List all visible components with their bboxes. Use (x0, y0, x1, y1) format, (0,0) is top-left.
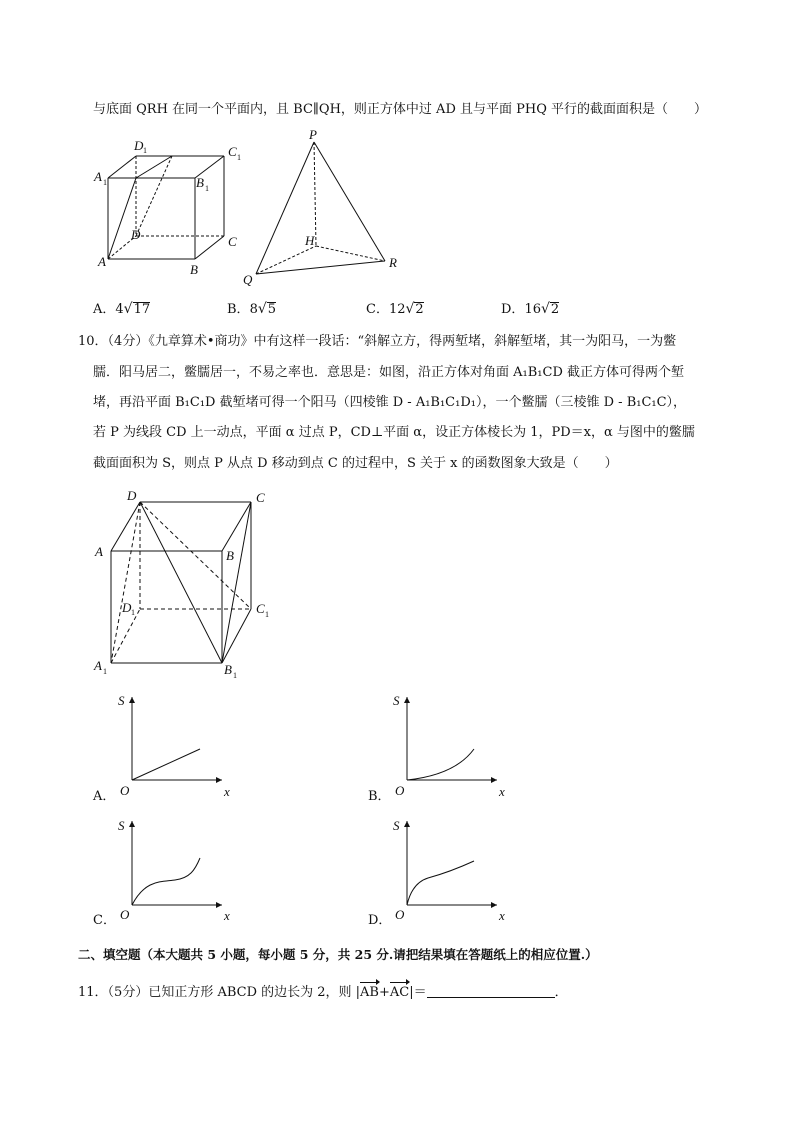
graph-option-a[interactable] (92, 693, 230, 804)
svg-text:O: O (395, 783, 405, 798)
svg-text:1: 1 (103, 667, 107, 676)
q9-option-b[interactable]: B．8√5 (227, 301, 277, 317)
label-A: A (95, 544, 103, 559)
label-D1: D (122, 600, 132, 615)
q9-option-a[interactable]: A．4√17 (93, 301, 151, 317)
label-A: A (98, 254, 106, 269)
svg-text:S: S (393, 818, 400, 833)
svg-text:1: 1 (233, 671, 237, 680)
svg-text:S: S (118, 818, 125, 833)
curve-s-shape (132, 858, 200, 905)
q11-line: 11．（5分）已知正方形 ABCD 的边长为 2，则 |AB+AC|＝ ． (78, 985, 568, 1000)
svg-text:O: O (395, 907, 405, 922)
answer-blank[interactable] (427, 984, 555, 998)
curve-linear (132, 749, 200, 780)
svg-text:1: 1 (237, 153, 241, 162)
label-H: H (305, 233, 315, 248)
label-B: B (190, 262, 198, 277)
vector-ab: AB (360, 985, 379, 1000)
label-D1: D (134, 138, 144, 153)
label-B1: B (196, 175, 204, 190)
svg-text:1: 1 (143, 146, 147, 155)
label-C1: C (256, 601, 265, 616)
svg-text:x: x (499, 784, 505, 799)
label-A1: A (94, 658, 102, 673)
svg-text:1: 1 (265, 610, 269, 619)
svg-text:D．: D． (368, 913, 392, 928)
svg-text:A．: A． (93, 789, 116, 804)
q10-line-1: 10．（4分）《九章算术•商功》中有这样一段话：“斜解立方，得两堑堵，斜解堑堵，其一为阳马，一为鳖 (78, 334, 677, 349)
graph-option-b[interactable] (368, 693, 505, 804)
svg-text:x: x (224, 784, 230, 799)
label-B1: B (224, 662, 232, 677)
label-D: D (127, 488, 137, 503)
label-C1: C (228, 144, 237, 159)
label-C: C (228, 234, 237, 249)
curve-convex (407, 749, 474, 780)
svg-text:1: 1 (205, 184, 209, 193)
svg-text:O: O (120, 783, 130, 798)
graph-option-d[interactable] (368, 818, 505, 928)
svg-text:S: S (393, 693, 400, 708)
label-P: P (309, 127, 317, 142)
vector-ac: AC (389, 985, 410, 1000)
q10-line-4: 若 P 为线段 CD 上一动点，平面 α 过点 P，CD⊥平面 α，设正方体棱长为 1，PD＝x，α 与图中的鳖臑 (93, 425, 695, 440)
q10-line-2: 臑．阳马居二，鳖臑居一，不易之率也．意思是：如图，沿正方体对角面 A₁B₁CD 截正方体可得两个堑 (93, 365, 684, 380)
q10-line-3: 堵，再沿平面 B₁C₁D 截堑堵可得一个阳马（四棱锥 D - A₁B₁C₁D₁），一个鳖臑（三棱锥 D - B₁C₁C）， (93, 395, 687, 410)
label-C: C (256, 490, 265, 505)
section-2-heading: 二、填空题（本大题共 5 小题，每小题 5 分，共 25 分.请把结果填在答题纸上的相应位置.） (78, 947, 598, 962)
q9-option-d[interactable]: D．16√2 (501, 301, 560, 317)
q9-intro-text: 与底面 QRH 在同一个平面内，且 BC∥QH，则正方体中过 AD 且与平面 PHQ 平行的截面面积是（ ） (93, 102, 708, 117)
svg-text:x: x (224, 908, 230, 923)
svg-text:O: O (120, 907, 130, 922)
svg-text:B．: B． (368, 789, 391, 804)
q9-option-c[interactable]: C．12√2 (366, 301, 424, 317)
svg-text:S: S (118, 693, 125, 708)
label-Q: Q (243, 272, 253, 287)
q10-line-5: 截面面积为 S，则点 P 从点 D 移动到点 C 的过程中，S 关于 x 的函数图象大致是（ ） (93, 456, 618, 471)
label-R: R (389, 255, 397, 270)
svg-text:1: 1 (131, 608, 135, 617)
label-A1: A (94, 169, 102, 184)
svg-text:x: x (499, 908, 505, 923)
svg-text:1: 1 (103, 178, 107, 187)
graph-option-c[interactable] (93, 818, 230, 928)
label-B: B (226, 548, 234, 563)
svg-text:C．: C． (93, 913, 116, 928)
label-D: D (131, 227, 141, 242)
curve-concave (407, 861, 474, 905)
